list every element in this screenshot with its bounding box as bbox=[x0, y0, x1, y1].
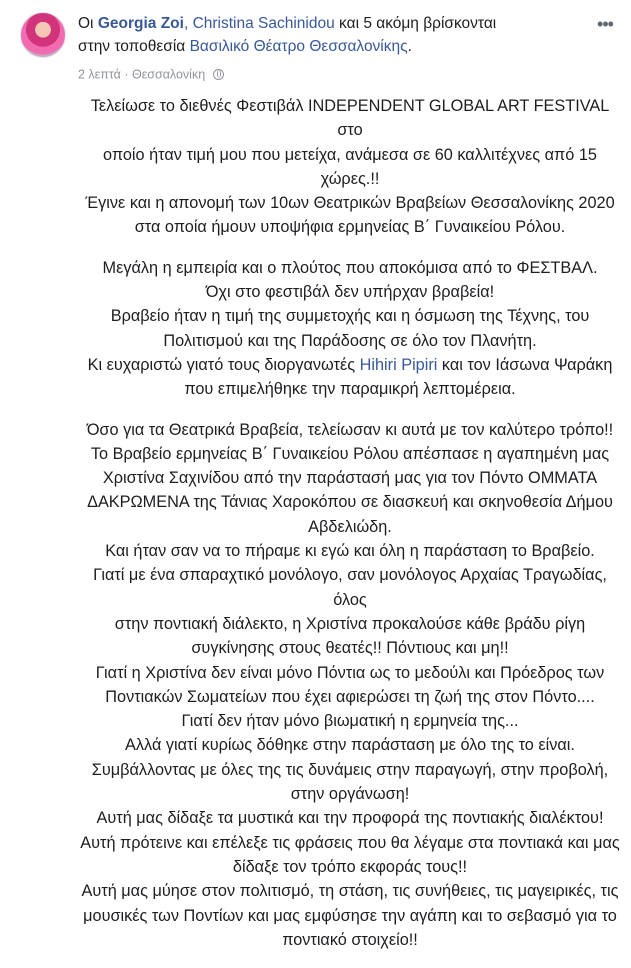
text-line: Αλλά γιατί κυρίως δόθηκε στην παράσταση με όλο της το είναι. bbox=[125, 736, 575, 755]
text-line: Αυτή μας μύησε στον πολιτισμό, τη στάση, τις συνήθειες, τις μαγειρικές, τις bbox=[81, 882, 619, 901]
paragraph-3 bbox=[80, 418, 620, 953]
location-prefix: στην τοποθεσία bbox=[78, 38, 190, 55]
globe-icon[interactable] bbox=[213, 69, 224, 80]
text-line: Συμβάλλοντας με όλες της τις δυνάμεις στην παραγωγή, στην προβολή, bbox=[91, 760, 609, 779]
and-more-link[interactable]: και 5 ακόμη βρίσκονται bbox=[334, 15, 497, 32]
thanks-text: και τον Ιάσωνα Ψαράκη bbox=[437, 355, 613, 374]
organizer-link[interactable]: Hihiri Pipiri bbox=[359, 355, 438, 374]
text-line: Όχι στο φεστιβάλ δεν υπήρχαν βραβεία! bbox=[205, 283, 495, 302]
timestamp-link[interactable]: 2 λεπτά bbox=[78, 67, 121, 82]
text-line: Βραβείο ήταν η τιμή της συμμετοχής και η όσμωση της Τέχνης, του bbox=[110, 307, 590, 326]
text-line: στα οποία ήμουν υποψήφια ερμηνείας Β΄ Γυναικείου Ρόλου. bbox=[134, 218, 566, 237]
meta-dot: · bbox=[120, 67, 132, 82]
thanks-line bbox=[80, 353, 620, 377]
text-line: Και ήταν σαν να το πήραμε κι εγώ και όλη η παράσταση το Βραβείο. bbox=[105, 542, 595, 561]
text-line: Αυτή πρότεινε και επέλεξε τις φράσεις που θα λέγαμε στα ποντιακά και μας bbox=[80, 833, 620, 852]
text-line: ΔΑΚΡΩΜΕΝΑ της Τάνιας Χαροκόπου σε διασκευή και σκηνοθεσία Δήμου bbox=[87, 493, 613, 512]
location-suffix: . bbox=[407, 38, 412, 55]
post-header bbox=[0, 0, 631, 92]
text-line: Ποντιακών Σωματείων που έχει αφιερώσει τη ζωή της στον Πόντο.... bbox=[105, 687, 595, 706]
text-line: Τελείωσε το διεθνές Φεστιβάλ INDEPENDENT GLOBAL ART FESTIVAL στο bbox=[90, 97, 610, 140]
text-line: χώρες.!! bbox=[320, 169, 380, 188]
text-line: Αυτή μας δίδαξε τα μυστικά και την προφορά της ποντιακής διαλέκτου! bbox=[96, 809, 604, 828]
text-line: Έγινε και η απονομή των 10ων Θεατρικών Βραβείων Θεσσαλονίκης 2020 bbox=[85, 194, 615, 213]
text-line: που επιμελήθηκε την παραμικρή λεπτομέρεια. bbox=[184, 380, 516, 399]
author-link[interactable]: Georgia Zoi bbox=[97, 15, 184, 32]
paragraph-2 bbox=[80, 256, 620, 402]
text-line: μουσικές των Ποντίων και μας εμφύσησε την αγάπη και το σεβασμό για το bbox=[83, 906, 617, 925]
post-body bbox=[80, 94, 620, 968]
text-line: Γιατί η Χριστίνα δεν είναι μόνο Πόντια ως το μεδούλι και Πρόεδρος των bbox=[95, 663, 605, 682]
text-line: στην οργάνωση! bbox=[290, 785, 410, 804]
text-line: στην ποντιακή διάλεκτο, η Χριστίνα προκαλούσε κάθε βράδυ ρίγη bbox=[114, 614, 586, 633]
text-line: Όσο για τα Θεατρικά Βραβεία, τελείωσαν κι αυτά με τον καλύτερο τρόπο!! bbox=[86, 420, 614, 439]
post-meta bbox=[78, 66, 224, 83]
thanks-text: Κι ευχαριστώ γιατό τους διοργανωτές bbox=[87, 355, 360, 374]
text-line: δίδαξε τον τρόπο εκφοράς τους!! bbox=[232, 857, 468, 876]
more-options-button[interactable]: ••• bbox=[597, 14, 613, 34]
text-line: Το Βραβείο ερμηνείας Β΄ Γυναικείου Ρόλου απέσπασε η αγαπημένη μας bbox=[90, 444, 610, 463]
text-line: Χριστίνα Σαχινίδου από την παράστασή μας για τον Πόντο ΟΜΜΑΤΑ bbox=[102, 469, 598, 488]
headline-separator: , bbox=[183, 15, 193, 32]
paragraph-1 bbox=[80, 94, 620, 240]
tagged-user-link[interactable]: Christina Sachinidou bbox=[192, 15, 335, 32]
text-line: συγκίνησης στους θεατές!! Πόντιους και μη!! bbox=[191, 639, 509, 658]
place-link[interactable]: Θεσσαλονίκη bbox=[131, 67, 206, 82]
text-line: Γιατί με ένα σπαραχτικό μονόλογο, σαν μονόλογος Αρχαίας Τραγωδίας, όλος bbox=[93, 566, 607, 609]
location-link[interactable]: Βασιλικό Θέατρο Θεσσαλονίκης bbox=[189, 38, 408, 55]
text-line: Μεγάλη η εμπειρία και ο πλούτος που αποκόμισα από το ΦΕΣΤΒΑΛ. bbox=[102, 258, 598, 277]
text-line: Γιατί δεν ήταν μόνο βιωματική η ερμηνεία της... bbox=[181, 712, 519, 731]
post-headline bbox=[78, 12, 588, 58]
text-line: ποντιακό στοιχείο!! bbox=[282, 930, 418, 949]
avatar[interactable] bbox=[20, 12, 66, 58]
headline-prefix: Οι bbox=[78, 15, 98, 32]
text-line: οποίο ήταν τιμή μου που μετείχα, ανάμεσα σε 60 καλλιτέχνες από 15 bbox=[103, 145, 597, 164]
text-line: Πολιτισμού και της Παράδοσης σε όλο τον Πλανήτη. bbox=[163, 331, 537, 350]
text-line: Αβδελιώδη. bbox=[308, 517, 392, 536]
